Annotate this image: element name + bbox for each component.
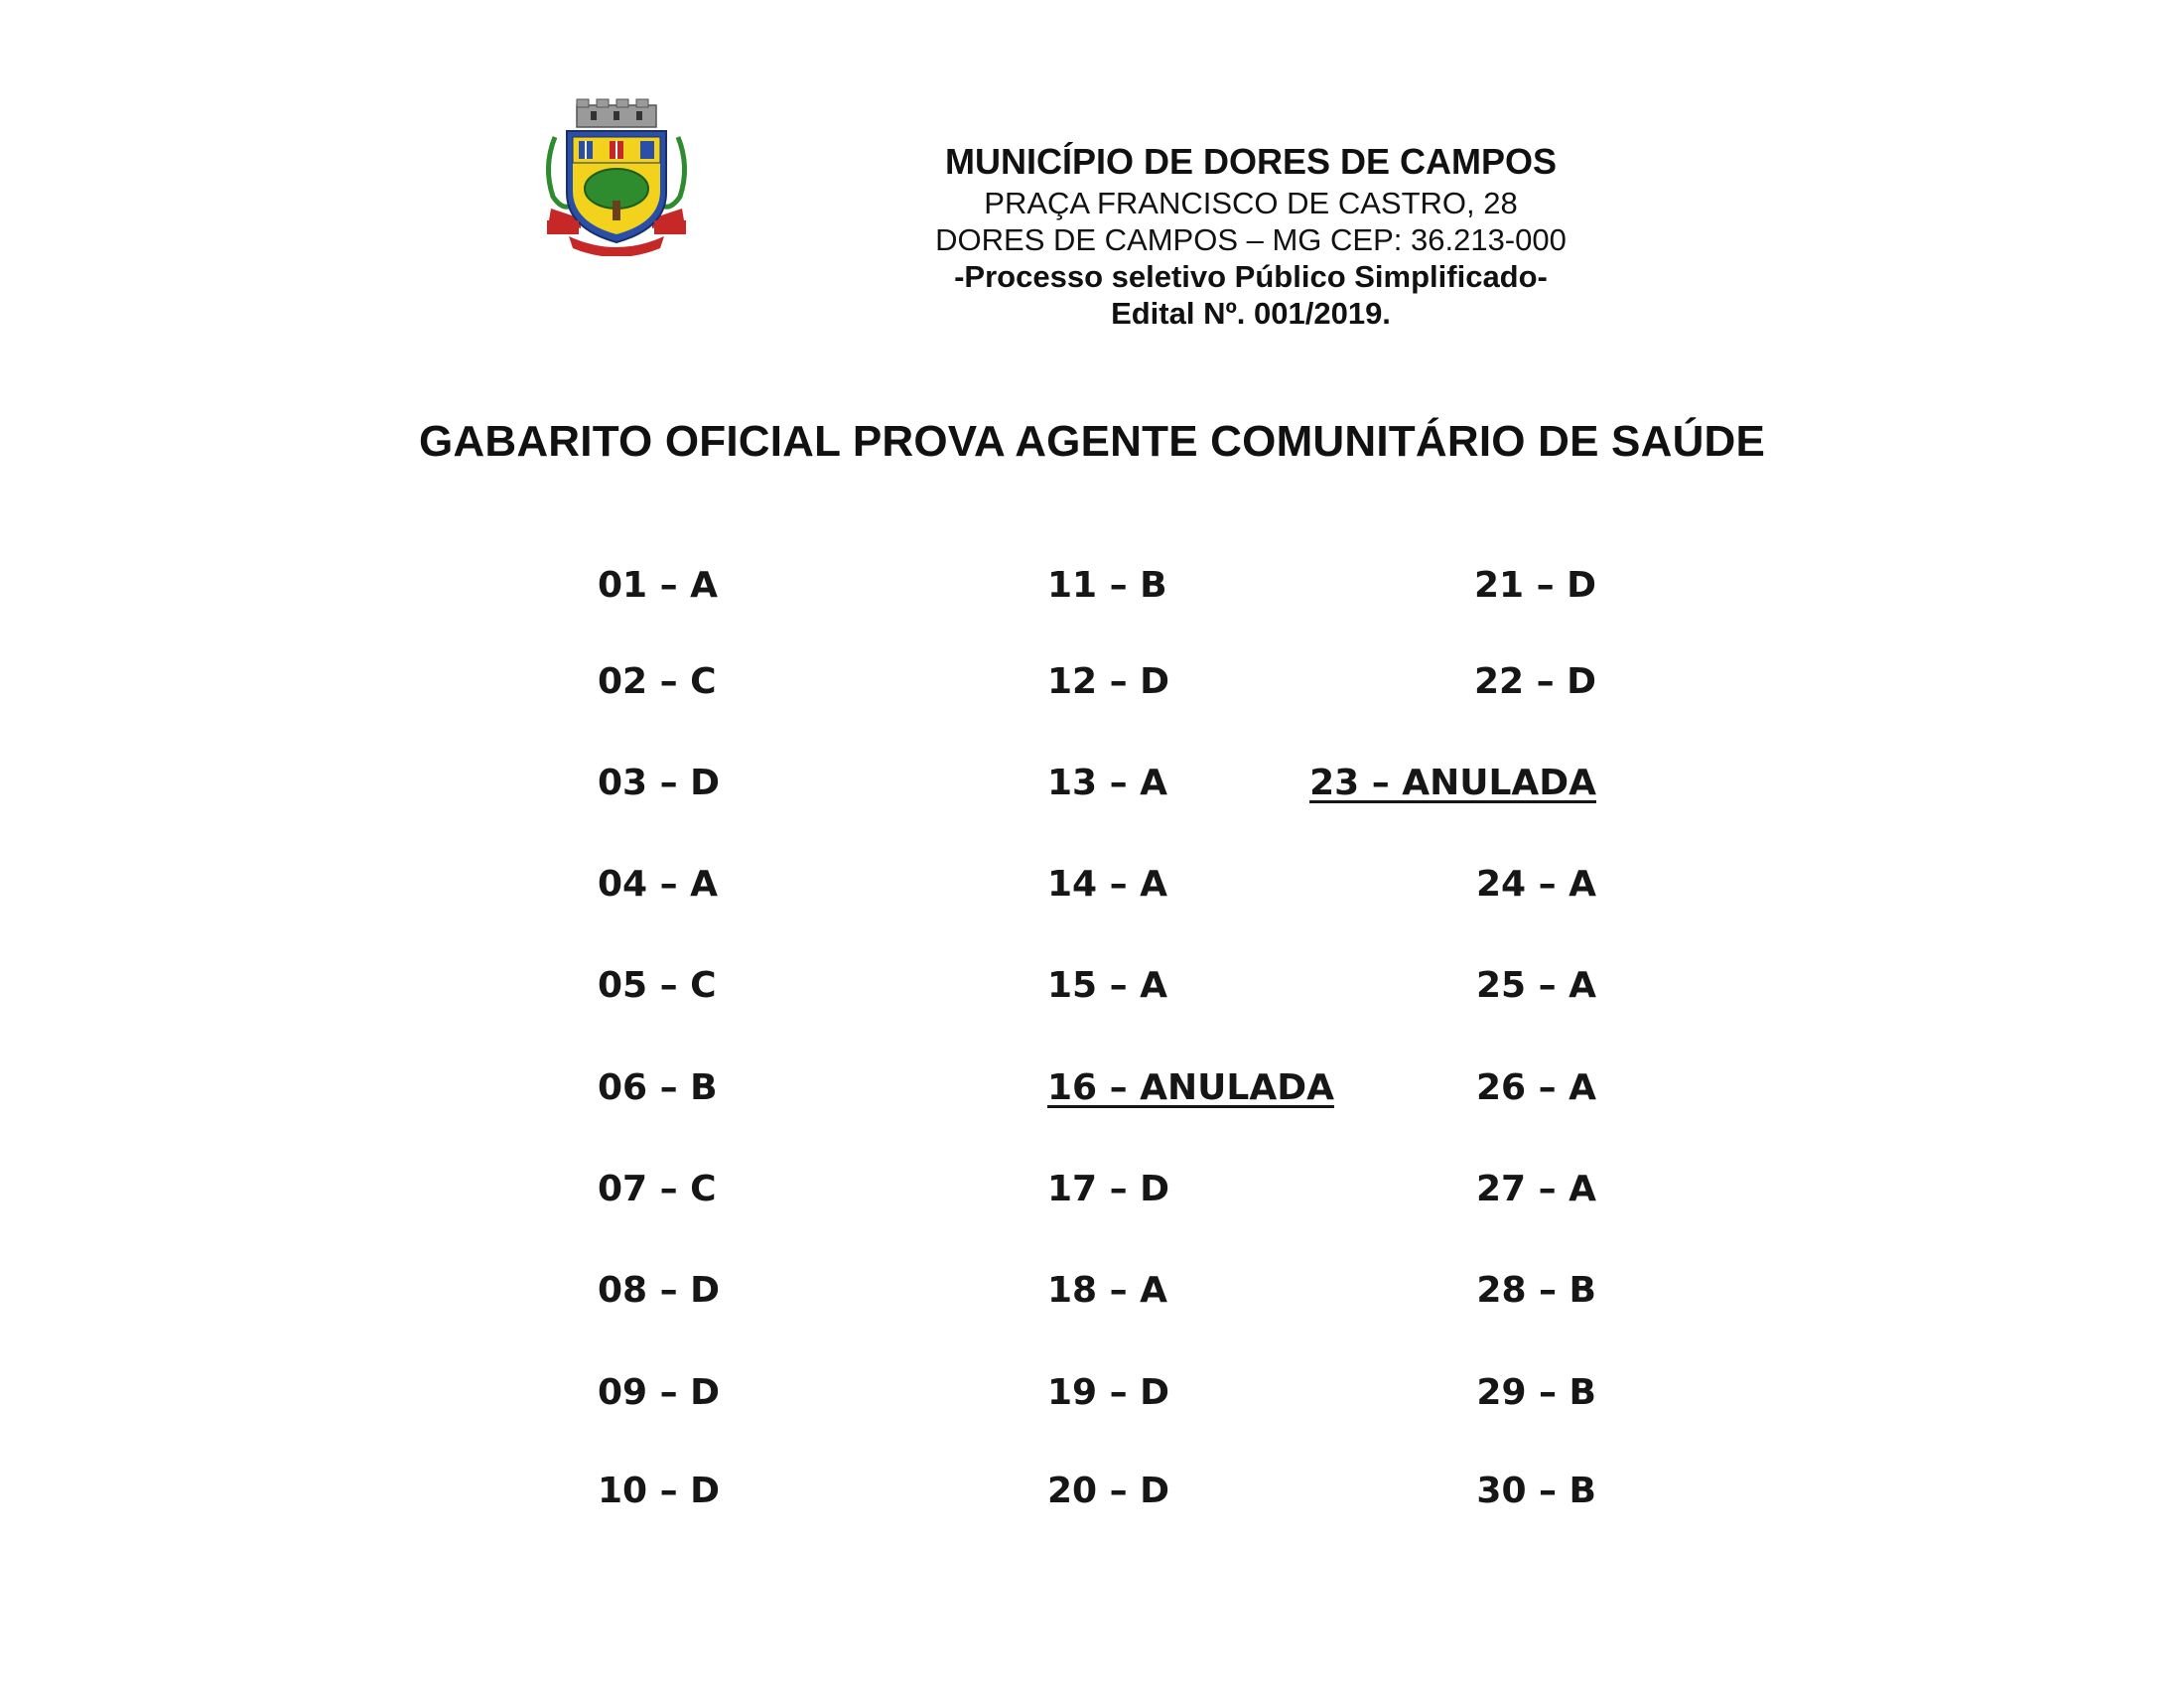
answer-item: 26 – A [1475,1067,1596,1108]
address-line: PRAÇA FRANCISCO DE CASTRO, 28 [984,186,1518,220]
answer-item: 15 – A [1047,965,1168,1006]
answer-item: 11 – B [1047,565,1167,606]
answer-item: 28 – B [1476,1270,1596,1311]
answer-item: 29 – B [1476,1372,1596,1413]
answer-item: 02 – C [598,661,717,702]
answer-item: 22 – D [1473,661,1596,702]
answer-item: 06 – B [598,1067,718,1108]
answer-item: 24 – A [1475,864,1596,905]
process-line: -Processo seletivo Público Simplificado- [954,259,1548,294]
municipality-name: MUNICÍPIO DE DORES DE CAMPOS [944,141,1558,182]
answer-item-annulled: 16 – ANULADA [1047,1067,1334,1108]
answer-item: 17 – D [1047,1169,1170,1209]
answer-item: 01 – A [598,565,719,606]
answer-item: 08 – D [598,1270,721,1311]
edital-line: Edital Nº. 001/2019. [1111,296,1391,331]
answer-item: 03 – D [598,763,721,803]
answer-item: 12 – D [1047,661,1170,702]
answer-item: 07 – C [598,1169,717,1209]
answer-item: 30 – B [1476,1471,1596,1511]
answer-item: 10 – D [598,1471,721,1511]
answer-item: 05 – C [598,965,717,1006]
answer-item: 20 – D [1047,1471,1170,1511]
answer-item: 09 – D [598,1372,721,1413]
answer-item: 18 – A [1047,1270,1168,1311]
answer-item-annulled: 23 – ANULADA [1309,763,1596,803]
answer-item: 04 – A [598,864,719,905]
answer-item: 27 – A [1475,1169,1596,1209]
answer-item: 14 – A [1047,864,1168,905]
document-title: GABARITO OFICIAL PROVA AGENTE COMUNITÁRIO DE SAÚDE [418,417,1766,466]
answer-item: 13 – A [1047,763,1168,803]
answer-item: 25 – A [1475,965,1596,1006]
answer-item: 21 – D [1473,565,1596,606]
answer-item: 19 – D [1047,1372,1170,1413]
city-cep-line: DORES DE CAMPOS – MG CEP: 36.213-000 [935,222,1567,257]
